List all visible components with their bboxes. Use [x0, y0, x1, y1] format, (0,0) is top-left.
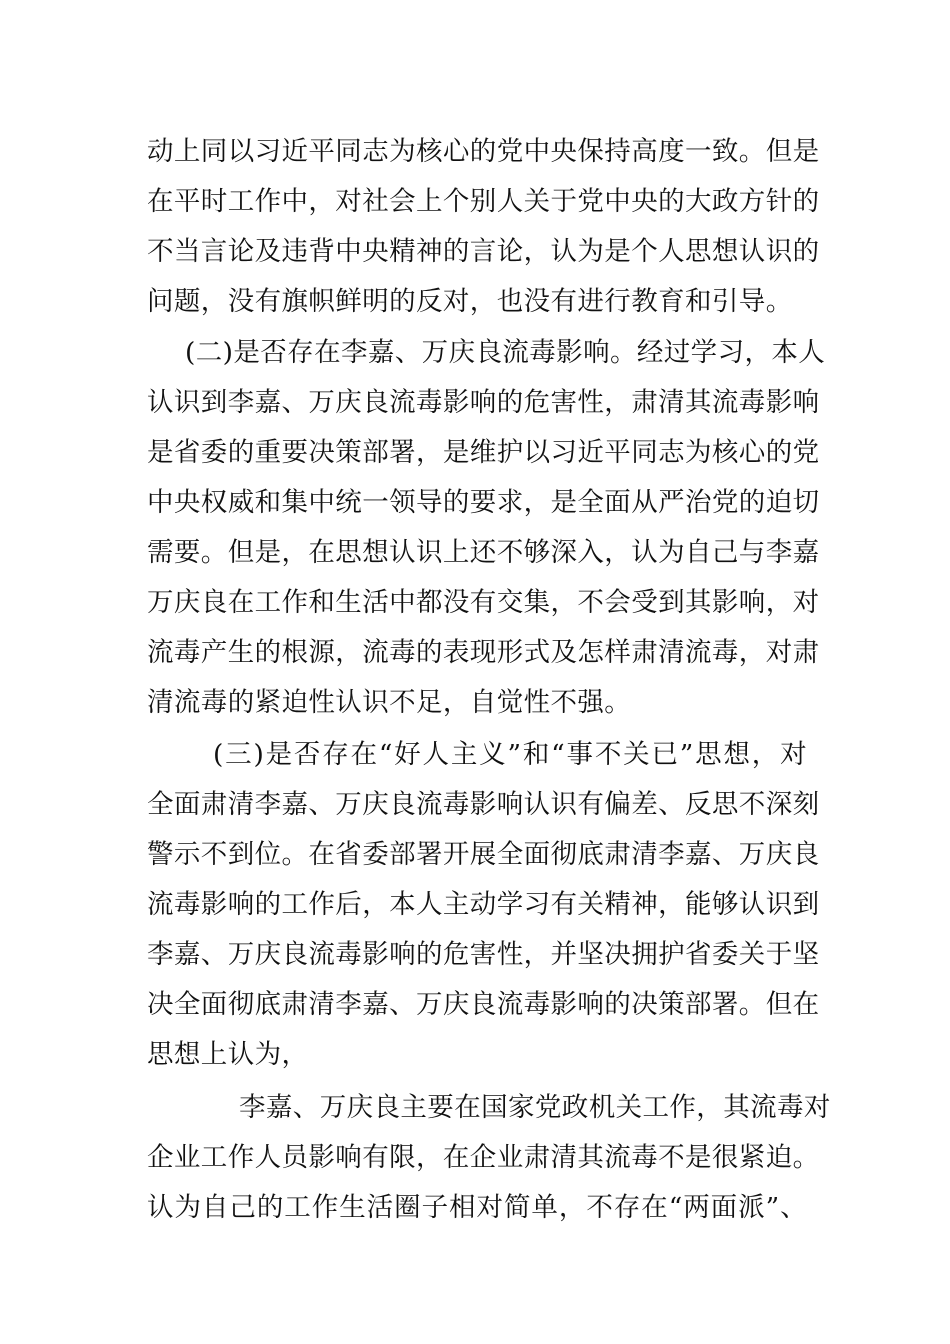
paragraph-3-line-1: (三)是否存在“好人主义”和“事不关已”思想，对: [213, 739, 807, 770]
paragraph-3-line-2: 全面肃清李嘉、万庆良流毒影响认识有偏差、反思不深刻: [147, 789, 820, 820]
paragraph-1-line-3: 不当言论及违背中央精神的言论，认为是个人思想认识的: [147, 236, 820, 267]
paragraph-3-line-7: 思想上认为，: [147, 1039, 309, 1070]
paragraph-2-line-3: 是省委的重要决策部署，是维护以习近平同志为核心的党: [147, 437, 820, 468]
paragraph-1-line-2: 在平时工作中，对社会上个别人关于党中央的大政方针的: [147, 186, 820, 217]
paragraph-3-line-4: 流毒影响的工作后，本人主动学习有关精神，能够认识到: [147, 889, 820, 920]
paragraph-2-line-7: 流毒产生的根源，流毒的表现形式及怎样肃清流毒，对肃: [147, 637, 820, 668]
paragraph-3-line-6: 决全面彻底肃清李嘉、万庆良流毒影响的决策部署。但在: [147, 989, 820, 1020]
paragraph-2-line-5: 需要。但是，在思想认识上还不够深入，认为自己与李嘉: [147, 537, 820, 568]
paragraph-2-line-8: 清流毒的紧迫性认识不足，自觉性不强。: [147, 687, 632, 718]
paragraph-3-line-5: 李嘉、万庆良流毒影响的危害性，并坚决拥护省委关于坚: [147, 939, 820, 970]
paragraph-3-line-3: 警示不到位。在省委部署开展全面彻底肃清李嘉、万庆良: [147, 839, 820, 870]
paragraph-4-line-1: 李嘉、万庆良主要在国家党政机关工作，其流毒对: [239, 1092, 831, 1123]
paragraph-1-line-4: 问题，没有旗帜鲜明的反对，也没有进行教育和引导。: [147, 286, 793, 317]
paragraph-2-line-6: 万庆良在工作和生活中都没有交集，不会受到其影响，对: [147, 587, 820, 618]
paragraph-2-line-1: (二)是否存在李嘉、万庆良流毒影响。经过学习，本人: [185, 337, 826, 368]
paragraph-4-line-3: 认为自己的工作生活圈子相对简单，不存在“两面派”、: [147, 1192, 807, 1223]
paragraph-4-line-2: 企业工作人员影响有限，在企业肃清其流毒不是很紧迫。: [147, 1142, 820, 1173]
paragraph-1-line-1: 动上同以习近平同志为核心的党中央保持高度一致。但是: [147, 136, 820, 167]
paragraph-2-line-4: 中央权威和集中统一领导的要求，是全面从严治党的迫切: [147, 487, 820, 518]
paragraph-2-line-2: 认识到李嘉、万庆良流毒影响的危害性，肃清其流毒影响: [147, 387, 820, 418]
